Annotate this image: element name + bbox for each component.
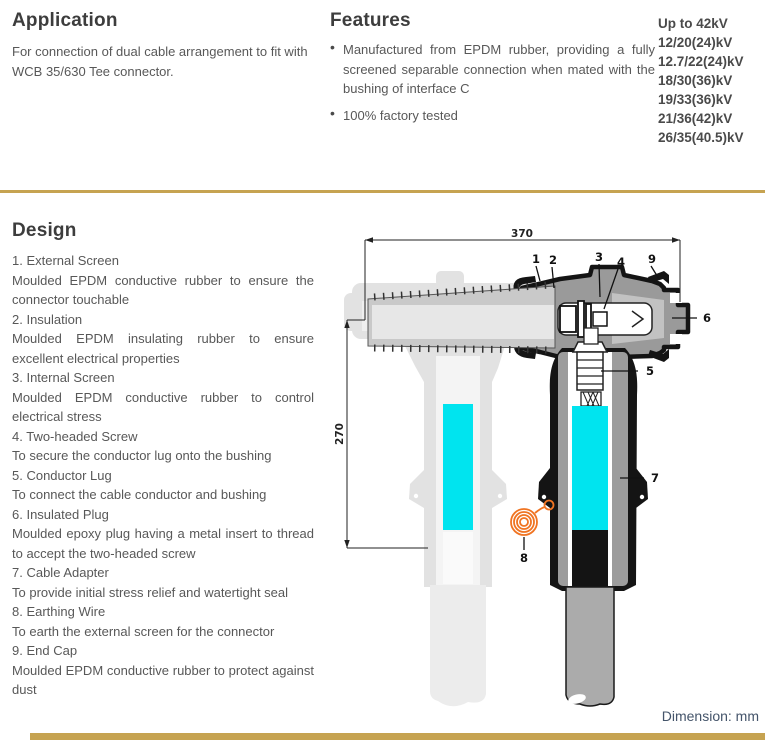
callout-4: 4 <box>616 255 626 269</box>
application-section <box>12 10 312 81</box>
callout-7: 7 <box>651 471 660 485</box>
design-diagram <box>325 226 765 713</box>
rating-line: 12.7/22(24)kV <box>658 54 744 69</box>
rating-line: 26/35(40.5)kV <box>658 130 744 145</box>
feature-item: • Manufactured from EPDM rubber, providing a fully screened separable connection when mated with the bushing of interface C <box>330 40 655 99</box>
dim-width-label: 370 <box>511 228 533 240</box>
cable-semicon <box>572 530 608 586</box>
callout-8: 8 <box>519 551 529 565</box>
rating-line: 19/33(36)kV <box>658 92 733 107</box>
callout-1: 1 <box>531 252 541 266</box>
callout-2: 2 <box>548 253 558 267</box>
design-list <box>12 251 314 700</box>
callout-5: 5 <box>646 364 655 378</box>
dim-height-label: 270 <box>334 423 346 445</box>
design-item: 6. Insulated Plug Moulded epoxy plug having a metal insert to thread to accept the two-headed screw <box>12 506 314 561</box>
features-title: Features <box>330 10 411 31</box>
cable-insulation-core <box>572 406 608 530</box>
design-item: 2. Insulation Moulded EPDM insulating rubber to ensure excellent electrical properties <box>12 311 314 366</box>
rating-line: Up to 42kV <box>658 16 728 31</box>
callout-6: 6 <box>703 311 712 325</box>
feature-item: • 100% factory tested <box>330 106 655 126</box>
rating-line: 21/36(42)kV <box>658 111 733 126</box>
cable-jacket <box>566 587 614 706</box>
design-title: Design <box>12 220 77 241</box>
rating-line: 18/30(36)kV <box>658 73 733 88</box>
callout-9: 9 <box>647 252 657 266</box>
crimp-section <box>581 392 601 406</box>
features-section <box>330 10 655 132</box>
design-item: 9. End Cap Moulded EPDM conductive rubber to protect against dust <box>12 643 314 697</box>
voltage-ratings-list <box>658 14 762 147</box>
design-item: 7. Cable Adapter To provide initial stress relief and watertight seal <box>12 565 289 600</box>
application-body: For connection of dual cable arrangement to fit with WCB 35/630 Tee connector. <box>12 44 308 79</box>
design-item: 5. Conductor Lug To connect the cable conductor and bushing <box>12 467 267 502</box>
rating-line: 12/20(24)kV <box>658 35 733 50</box>
dimension-unit-note: Dimension: mm <box>661 708 759 724</box>
connector-cross-section-drawing <box>325 226 765 713</box>
design-item: 1. External Screen Moulded EPDM conductive rubber to ensure the connector touchable <box>12 253 314 307</box>
design-section <box>12 220 314 700</box>
design-item: 8. Earthing Wire To earth the external screen for the connector <box>12 604 275 639</box>
design-item: 4. Two-headed Screw To secure the conductor lug onto the bushing <box>12 428 272 463</box>
application-title: Application <box>12 10 118 31</box>
callout-3: 3 <box>594 250 604 264</box>
section-divider <box>0 190 765 193</box>
footer-accent-bar <box>30 733 765 740</box>
design-item: 3. Internal Screen Moulded EPDM conductive rubber to control electrical stress <box>12 370 314 424</box>
